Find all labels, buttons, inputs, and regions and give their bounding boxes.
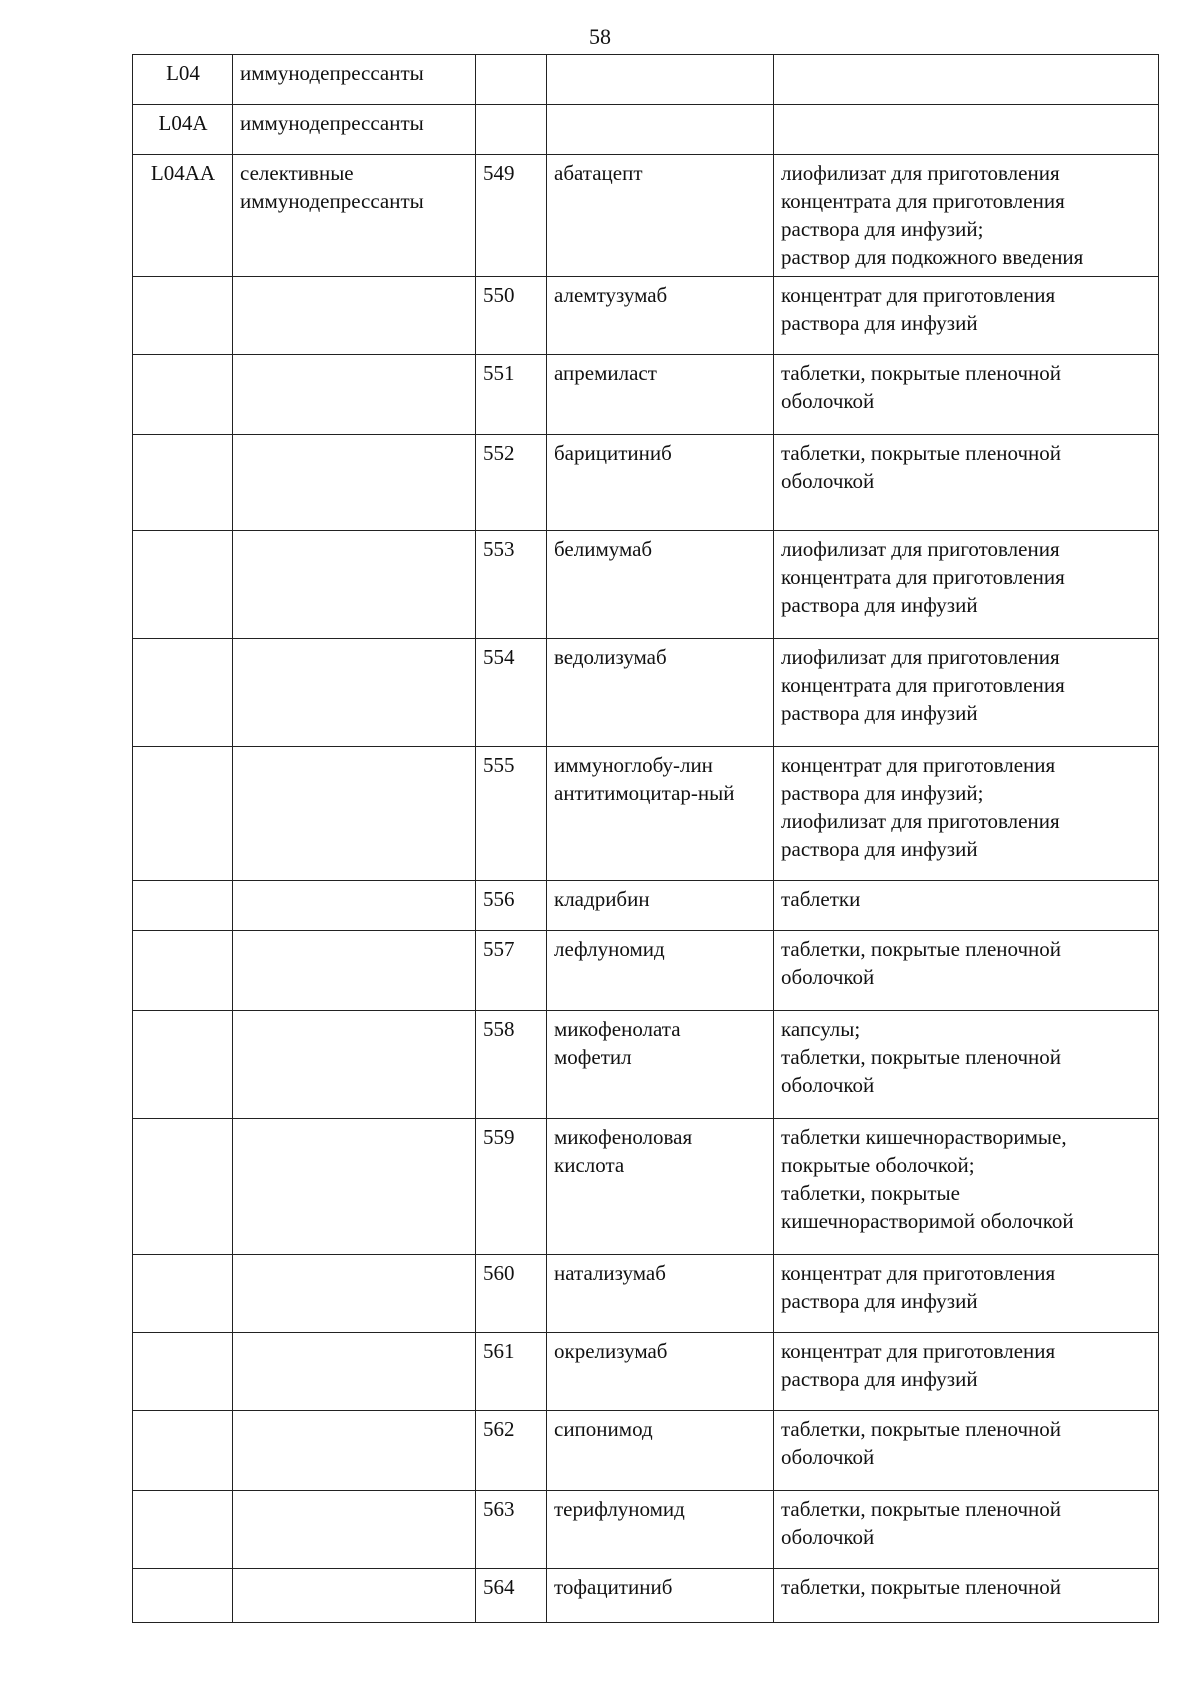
table-row <box>133 1011 1159 1119</box>
table-row <box>133 1411 1159 1491</box>
item-number-cell: 562 <box>476 1411 547 1491</box>
item-number-cell: 563 <box>476 1491 547 1569</box>
table-row <box>133 1333 1159 1411</box>
atc-code-cell <box>133 1333 233 1411</box>
atc-group-cell <box>233 1011 476 1119</box>
item-number-cell: 551 <box>476 355 547 435</box>
drug-name-cell: окрелизумаб <box>547 1333 774 1411</box>
atc-group-cell <box>233 639 476 747</box>
atc-group-cell <box>233 931 476 1011</box>
dosage-form-cell: таблетки, покрытые пленочной оболочкой <box>774 355 1159 435</box>
item-number-cell: 557 <box>476 931 547 1011</box>
drug-name-cell: лефлуномид <box>547 931 774 1011</box>
atc-group-cell <box>233 881 476 931</box>
drug-name-cell: иммуноглобу-лин антитимоцитар-ный <box>547 747 774 881</box>
dosage-form-cell: концентрат для приготовления раствора для инфузий <box>774 277 1159 355</box>
drug-name-cell: натализумаб <box>547 1255 774 1333</box>
atc-code-cell <box>133 1569 233 1623</box>
dosage-form-cell <box>774 105 1159 155</box>
dosage-form-cell: капсулы; таблетки, покрытые пленочной оболочкой <box>774 1011 1159 1119</box>
drug-name-cell: микофенолата мофетил <box>547 1011 774 1119</box>
dosage-form-cell: таблетки <box>774 881 1159 931</box>
item-number-cell: 554 <box>476 639 547 747</box>
dosage-form-cell: таблетки, покрытые пленочной оболочкой <box>774 435 1159 531</box>
table-row <box>133 105 1159 155</box>
drug-name-cell: тофацитиниб <box>547 1569 774 1623</box>
drug-table <box>132 54 1159 1623</box>
drug-name-cell: ведолизумаб <box>547 639 774 747</box>
atc-code-cell <box>133 881 233 931</box>
table-row <box>133 1119 1159 1255</box>
dosage-form-cell: концентрат для приготовления раствора для инфузий <box>774 1255 1159 1333</box>
item-number-cell: 553 <box>476 531 547 639</box>
table-row <box>133 155 1159 277</box>
atc-code-cell: L04AA <box>133 155 233 277</box>
atc-group-cell: иммунодепрессанты <box>233 55 476 105</box>
atc-code-cell <box>133 1255 233 1333</box>
atc-code-cell: L04 <box>133 55 233 105</box>
drug-name-cell: апремиласт <box>547 355 774 435</box>
atc-group-cell <box>233 747 476 881</box>
drug-name-cell: алемтузумаб <box>547 277 774 355</box>
atc-group-cell <box>233 1569 476 1623</box>
table-row <box>133 355 1159 435</box>
dosage-form-cell: таблетки, покрытые пленочной оболочкой <box>774 1411 1159 1491</box>
atc-code-cell <box>133 1119 233 1255</box>
table-row <box>133 435 1159 531</box>
dosage-form-cell: таблетки, покрытые пленочной оболочкой <box>774 1491 1159 1569</box>
dosage-form-cell: таблетки, покрытые пленочной <box>774 1569 1159 1623</box>
atc-code-cell <box>133 277 233 355</box>
atc-code-cell <box>133 1411 233 1491</box>
item-number-cell: 564 <box>476 1569 547 1623</box>
atc-group-cell <box>233 531 476 639</box>
item-number-cell: 556 <box>476 881 547 931</box>
dosage-form-cell: лиофилизат для приготовления концентрата для приготовления раствора для инфузий; раствор для подкожного введения <box>774 155 1159 277</box>
dosage-form-cell: концентрат для приготовления раствора для инфузий; лиофилизат для приготовления раствора для инфузий <box>774 747 1159 881</box>
table-row <box>133 881 1159 931</box>
table-row <box>133 1569 1159 1623</box>
dosage-form-cell <box>774 55 1159 105</box>
atc-group-cell: селективные иммунодепрессанты <box>233 155 476 277</box>
atc-code-cell <box>133 435 233 531</box>
atc-code-cell <box>133 639 233 747</box>
dosage-form-cell: таблетки кишечнорастворимые, покрытые оболочкой; таблетки, покрытые кишечнорастворимой оболочкой <box>774 1119 1159 1255</box>
table-row <box>133 1491 1159 1569</box>
item-number-cell: 560 <box>476 1255 547 1333</box>
table-row <box>133 1255 1159 1333</box>
page-number: 58 <box>589 24 611 49</box>
item-number-cell: 555 <box>476 747 547 881</box>
atc-code-cell <box>133 747 233 881</box>
drug-name-cell: кладрибин <box>547 881 774 931</box>
atc-group-cell <box>233 435 476 531</box>
dosage-form-cell: концентрат для приготовления раствора для инфузий <box>774 1333 1159 1411</box>
drug-name-cell <box>547 55 774 105</box>
dosage-form-cell: таблетки, покрытые пленочной оболочкой <box>774 931 1159 1011</box>
item-number-cell: 549 <box>476 155 547 277</box>
drug-name-cell: терифлуномид <box>547 1491 774 1569</box>
atc-code-cell <box>133 531 233 639</box>
atc-group-cell <box>233 355 476 435</box>
atc-code-cell: L04A <box>133 105 233 155</box>
atc-group-cell: иммунодепрессанты <box>233 105 476 155</box>
table-row <box>133 931 1159 1011</box>
item-number-cell: 550 <box>476 277 547 355</box>
atc-group-cell <box>233 277 476 355</box>
item-number-cell: 559 <box>476 1119 547 1255</box>
atc-group-cell <box>233 1411 476 1491</box>
atc-group-cell <box>233 1333 476 1411</box>
item-number-cell: 561 <box>476 1333 547 1411</box>
table-row <box>133 55 1159 105</box>
dosage-form-cell: лиофилизат для приготовления концентрата для приготовления раствора для инфузий <box>774 639 1159 747</box>
table-row <box>133 531 1159 639</box>
drug-name-cell: абатацепт <box>547 155 774 277</box>
drug-name-cell: микофеноловая кислота <box>547 1119 774 1255</box>
item-number-cell <box>476 105 547 155</box>
atc-code-cell <box>133 931 233 1011</box>
item-number-cell: 552 <box>476 435 547 531</box>
drug-name-cell: белимумаб <box>547 531 774 639</box>
atc-code-cell <box>133 1011 233 1119</box>
atc-group-cell <box>233 1119 476 1255</box>
dosage-form-cell: лиофилизат для приготовления концентрата для приготовления раствора для инфузий <box>774 531 1159 639</box>
atc-group-cell <box>233 1255 476 1333</box>
table-body <box>133 55 1159 1623</box>
table-row <box>133 277 1159 355</box>
item-number-cell: 558 <box>476 1011 547 1119</box>
drug-name-cell: барицитиниб <box>547 435 774 531</box>
atc-code-cell <box>133 1491 233 1569</box>
atc-group-cell <box>233 1491 476 1569</box>
drug-name-cell <box>547 105 774 155</box>
item-number-cell <box>476 55 547 105</box>
table-row <box>133 639 1159 747</box>
table-row <box>133 747 1159 881</box>
drug-name-cell: сипонимод <box>547 1411 774 1491</box>
atc-code-cell <box>133 355 233 435</box>
